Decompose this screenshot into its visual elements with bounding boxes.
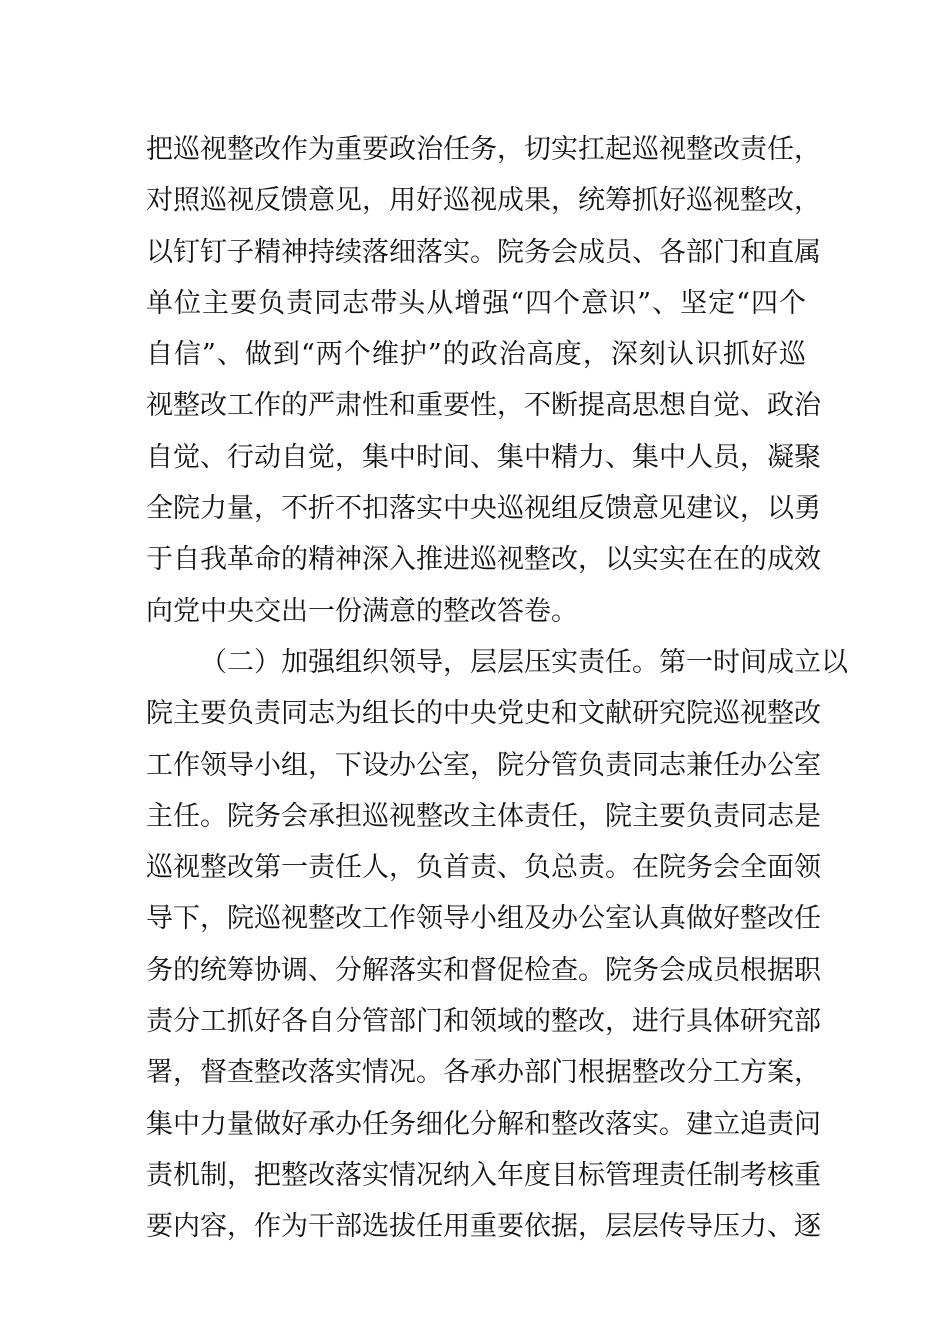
paragraph-line: 务的统筹协调、分解落实和督促检查。院务会成员根据职	[146, 954, 821, 986]
paragraph-line: 集中力量做好承办任务细化分解和整改落实。建立追责问	[146, 1108, 821, 1140]
paragraph-line: 工作领导小组，下设办公室，院分管负责同志兼任办公室	[146, 749, 821, 781]
paragraph-line: 导下，院巡视整改工作领导小组及办公室认真做好整改任	[146, 903, 821, 935]
paragraph-line: 以钉钉子精神持续落细落实。院务会成员、各部门和直属	[146, 236, 821, 268]
paragraph-line: 要内容，作为干部选拔任用重要依据，层层传导压力、逐	[146, 1211, 821, 1243]
paragraph-line: 责分工抓好各自分管部门和领域的整改，进行具体研究部	[146, 1006, 821, 1038]
paragraph-line: （二）加强组织领导，层层压实责任。第一时间成立以	[200, 646, 848, 678]
paragraph-line: 责机制，把整改落实情况纳入年度目标管理责任制考核重	[146, 1159, 821, 1191]
paragraph-line: 院主要负责同志为组长的中央党史和文献研究院巡视整改	[146, 698, 821, 730]
paragraph-line: 视整改工作的严肃性和重要性，不断提高思想自觉、政治	[146, 390, 821, 422]
paragraph-line: 自信”、做到“两个维护”的政治高度，深刻认识抓好巡	[146, 339, 806, 371]
paragraph-line: 主任。院务会承担巡视整改主体责任，院主要负责同志是	[146, 800, 821, 832]
paragraph-line: 巡视整改第一责任人，负首责、负总责。在院务会全面领	[146, 852, 821, 884]
document-body	[146, 124, 848, 1253]
paragraph-line: 单位主要负责同志带头从增强“四个意识”、坚定“四个	[146, 287, 806, 319]
paragraph-line: 署，督查整改落实情况。各承办部门根据整改分工方案，	[146, 1057, 821, 1089]
paragraph-1	[146, 124, 821, 637]
paragraph-line: 对照巡视反馈意见，用好巡视成果，统筹抓好巡视整改，	[146, 185, 821, 217]
paragraph-line: 自觉、行动自觉，集中时间、集中精力、集中人员，凝聚	[146, 441, 821, 473]
paragraph-2	[146, 637, 848, 1253]
paragraph-line: 向党中央交出一份满意的整改答卷。	[146, 595, 578, 627]
paragraph-line: 全院力量，不折不扣落实中央巡视组反馈意见建议，以勇	[146, 493, 821, 525]
paragraph-line: 于自我革命的精神深入推进巡视整改，以实实在在的成效	[146, 544, 821, 576]
paragraph-line: 把巡视整改作为重要政治任务，切实扛起巡视整改责任，	[146, 134, 821, 165]
